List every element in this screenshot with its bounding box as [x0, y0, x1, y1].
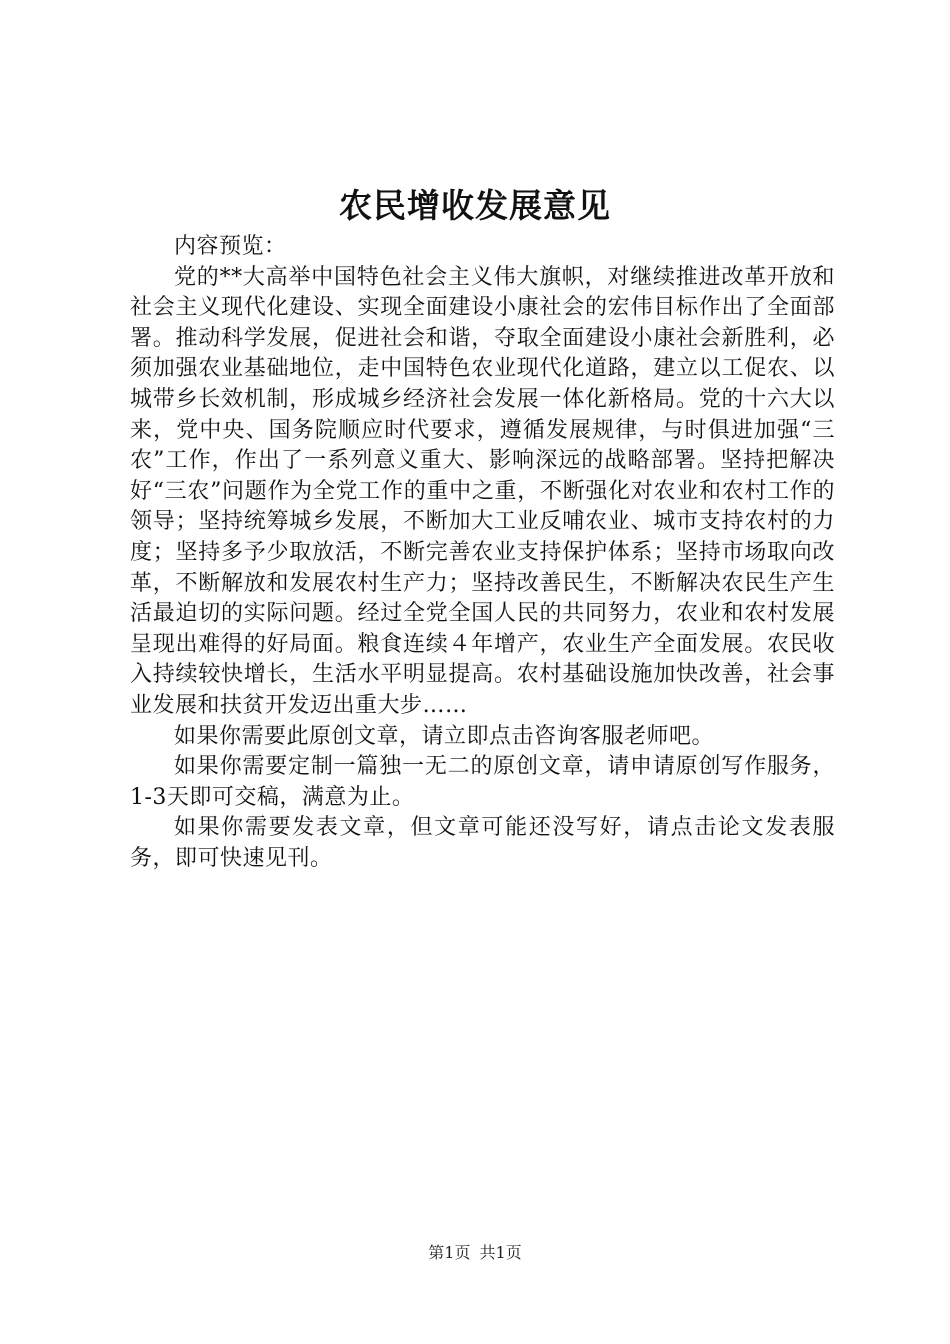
preview-label: 内容预览：	[174, 234, 287, 259]
page-footer	[0, 1243, 950, 1263]
document-title: 农民增收发展意见	[339, 186, 611, 225]
consult-paragraph: 如果你需要此原创文章，请立即点击咨询客服老师吧。	[174, 723, 715, 749]
document-body	[130, 232, 835, 874]
publish-paragraph: 如果你需要发表文章，但文章可能还没写好，请点击论文发表服务，即可快速见刊。	[130, 815, 835, 871]
page-number: 第1页	[428, 1243, 471, 1262]
custom-writing-paragraph: 如果你需要定制一篇独一无二的原创文章，请申请原创写作服务，1-3天即可交稿，满意为止。	[130, 754, 835, 810]
body-paragraph: 党的**大高举中国特色社会主义伟大旗帜，对继续推进改革开放和社会主义现代化建设、实现全面建设小康社会的宏伟目标作出了全面部署。推动科学发展，促进社会和谐，夺取全面建设小康社会新胜利，必须加强农业基础地位，走中国特色农业现代化道路，建立以工促农、以城带乡长效机制，形成城乡经济社会发展一体化新格局。党的十六大以来，党中央、国务院顺应时代要求，遵循发展规律，与时俱进加强“三农”工作，作出了一系列意义重大、影响深远的战略部署。坚持把解决好“三农”问题作为全党工作的重中之重，不断强化对农业和农村工作的领导；坚持统筹城乡发展，不断加大工业反哺农业、城市支持农村的力度；坚持多予少取放活，不断完善农业支持保护体系；坚持市场取向改革，不断解放和发展农村生产力；坚持改善民生，不断解决农民生产生活最迫切的实际问题。经过全党全国人民的共同努力，农业和农村发展呈现出难得的好局面。粮食连续４年增产，农业生产全面发展。农民收入持续较快增长，生活水平明显提高。农村基础设施加快改善，社会事业发展和扶贫开发迈出重大步……	[130, 264, 835, 718]
page-total: 共1页	[479, 1243, 522, 1262]
